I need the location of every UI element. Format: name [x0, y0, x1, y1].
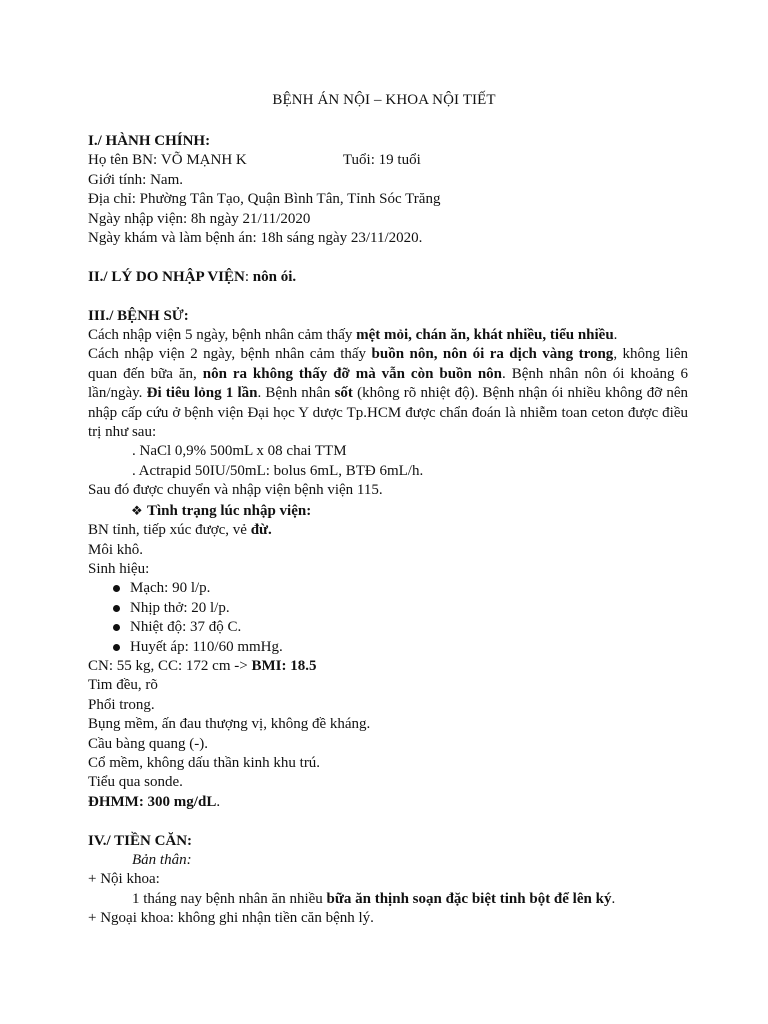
section-3-heading: III./ BỆNH SỬ: [88, 307, 189, 324]
neck-line: Cổ mềm, không dấu thần kinh khu trú. [88, 754, 321, 771]
admission-date-line: Ngày nhập viện: 8h ngày 21/11/2020 [88, 210, 311, 227]
history-paragraph-1: Cách nhập viện 5 ngày, bệnh nhân cảm thấy mệt mỏi, chán ăn, khát nhiều, tiểu nhiều. [88, 327, 618, 344]
address-line: Địa chỉ: Phường Tân Tạo, Quận Bình Tân, Tỉnh Sóc Trăng [88, 191, 441, 208]
self-history-label: Bản thân: [132, 851, 192, 868]
admission-status-heading: ❖ Tình trạng lúc nhập viện: [131, 502, 312, 519]
bullet-icon [113, 624, 120, 631]
transfer-line: Sau đó được chuyển và nhập viện bệnh viện 115. [88, 482, 383, 499]
heart-line: Tim đều, rõ [88, 677, 158, 694]
glucose-line: ĐHMM: 300 mg/dL. [88, 793, 221, 810]
section-1-heading: I./ HÀNH CHÍNH: [88, 133, 211, 149]
bmi-line: CN: 55 kg, CC: 172 cm -> BMI: 18.5 [88, 657, 317, 674]
treatment-2: . Actrapid 50IU/50mL: bolus 6mL, BTĐ 6mL/h. [132, 462, 424, 479]
treatment-1: . NaCl 0,9% 500mL x 08 chai TTM [132, 443, 347, 460]
abdomen-line: Bụng mềm, ấn đau thượng vị, không đề kháng. [88, 716, 371, 733]
name-value: VÕ MẠNH K [160, 152, 247, 169]
reason-value: nôn ói. [252, 268, 297, 285]
urine-line: Tiểu qua sonde. [88, 774, 183, 791]
bullet-icon [113, 585, 120, 592]
bullet-icon [113, 644, 120, 651]
history-paragraph-2: Cách nhập viện 2 ngày, bệnh nhân cảm thấy buồn nôn, nôn ói ra dịch vàng trong, không liên quan đến bữa ăn, nôn ra không thấy đỡ mà vẫn còn buồn nôn. Bệnh nhân nôn ói khoảng 6 lần/ngày. Đi tiêu lỏng 1 lần. Bệnh nhân sốt (không rõ nhiệt độ). Bệnh nhận ói nhiều không đỡ nên nhập cấp cứu ở bệnh viện Đại học Y dược Tp.HCM được chẩn đoán là nhiễm toan ceton được điều trị như sau: [88, 346, 688, 441]
dry-lips-line: Môi khô. [88, 541, 144, 558]
name-label: Họ tên BN: [88, 152, 161, 169]
patient-name-line [88, 151, 688, 170]
vitals-list [88, 579, 688, 657]
internal-medicine-label: + Nội khoa: [88, 871, 160, 888]
bladder-line: Cầu bàng quang (-). [88, 735, 208, 752]
exam-date-line: Ngày khám và làm bệnh án: 18h sáng ngày 23/11/2020. [88, 230, 423, 247]
list-item: Huyết áp: 110/60 mmHg. [88, 638, 688, 657]
document-title: BỆNH ÁN NỘI – KHOA NỘI TIẾT [272, 92, 496, 108]
gender-line: Giới tính: Nam. [88, 171, 184, 188]
section-2-heading: II./ LÝ DO NHẬP VIỆN [88, 268, 245, 285]
consciousness-line: BN tỉnh, tiếp xúc được, vẻ đừ. [88, 522, 272, 539]
internal-medicine-detail: 1 tháng nay bệnh nhân ăn nhiều bữa ăn thịnh soạn đặc biệt tinh bột để lên ký. [132, 890, 616, 907]
document-body [88, 132, 688, 929]
list-item: Nhịp thở: 20 l/p. [88, 599, 688, 618]
age-value: 19 tuổi [378, 152, 421, 169]
section-4-heading: IV./ TIỀN CĂN: [88, 832, 193, 849]
diamond-bullet-icon: ❖ [131, 502, 143, 518]
bullet-icon [113, 605, 120, 612]
surgical-history-line: + Ngoại khoa: không ghi nhận tiền căn bệnh lý. [88, 910, 374, 927]
lung-line: Phổi trong. [88, 696, 155, 713]
reason-line: II./ LÝ DO NHẬP VIỆN: nôn ói. [88, 268, 297, 285]
list-item: Nhiệt độ: 37 độ C. [88, 618, 688, 637]
age-label: Tuổi: [342, 152, 379, 169]
vitals-label: Sinh hiệu: [88, 560, 150, 577]
list-item: Mạch: 90 l/p. [88, 579, 688, 598]
